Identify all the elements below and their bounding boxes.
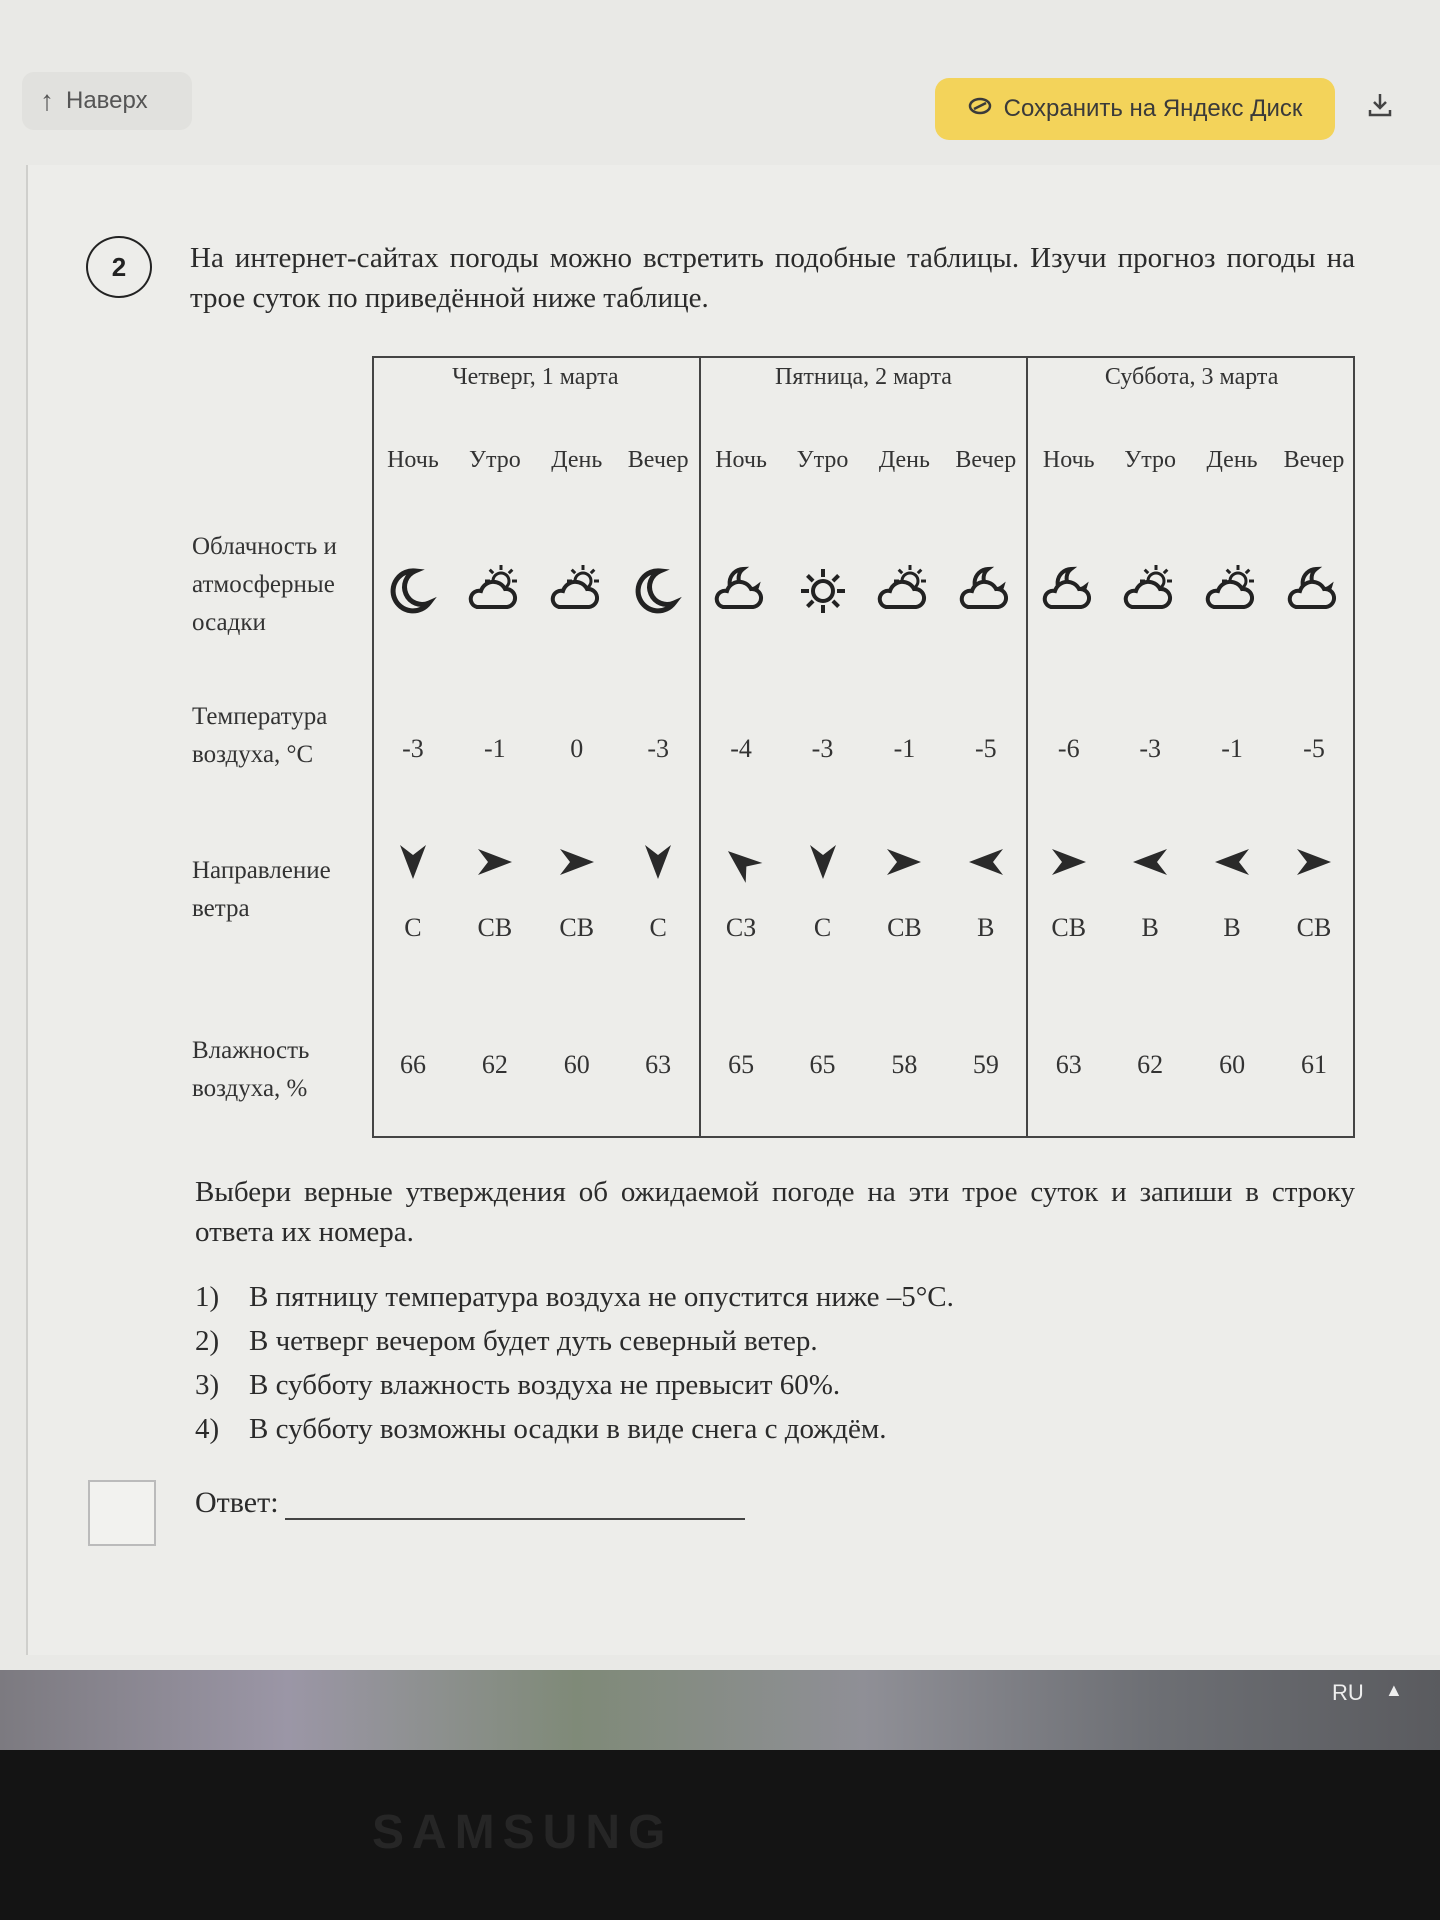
option-4: 4) В субботу возможны осадки в виде снега с дождём. [195, 1413, 887, 1445]
download-icon [1365, 90, 1395, 127]
cloudy-moon-icon [1028, 563, 1109, 619]
document-toolbar [0, 0, 1440, 150]
weather-icon [1273, 496, 1355, 688]
temperature-value: -3 [647, 734, 670, 764]
question-text: Выбери верные утверждения об ожидаемой погоде на эти трое суток и запиши в строку ответа их номера. [195, 1176, 1355, 1248]
day-header: Суббота, 3 марта [1027, 356, 1355, 426]
humidity-value: 63 [645, 1049, 672, 1079]
save-to-disk-label: Сохранить на Яндекс Диск [1003, 95, 1303, 122]
weather-icon [863, 496, 945, 688]
wind-arrow-icon [782, 839, 864, 885]
wind-direction: СВ [559, 912, 595, 942]
temperature-value: -1 [484, 734, 506, 764]
wind-arrow [454, 811, 536, 912]
wind-arrow [618, 811, 700, 912]
partly-cloudy-icon [1191, 563, 1273, 619]
temperature-value: -3 [402, 734, 424, 764]
weather-icon [1109, 496, 1191, 688]
temp-row [372, 687, 1355, 811]
temperature-value: -3 [1139, 734, 1161, 764]
answer-input-line [285, 1488, 745, 1520]
wind-direction: В [1223, 912, 1241, 942]
option-3: 3) В субботу влажность воздуха не превысит 60%. [195, 1369, 841, 1401]
partly-cloudy-icon [536, 563, 618, 619]
humidity-value: 66 [399, 1049, 426, 1079]
row-label-clouds: Облачность и атмосферные осадки [192, 533, 337, 636]
weather-icon [372, 496, 454, 688]
disk-icon [968, 95, 992, 123]
temperature-value: -1 [893, 734, 916, 764]
cloudy-moon-icon [1273, 563, 1355, 619]
weather-table [372, 356, 1355, 1138]
weather-icon [945, 496, 1027, 688]
save-to-disk-button[interactable] [935, 78, 1335, 140]
temperature-value: -3 [811, 734, 834, 764]
task-intro: На интернет-сайтах погоды можно встретить подобные таблицы. Изучи прогноз погоды на трое суток по приведённой ниже таблице. [190, 242, 1355, 314]
period-label: Вечер [1283, 447, 1345, 474]
row-label-temp: Температура воздуха, °С [192, 703, 328, 768]
humidity-value: 65 [809, 1049, 836, 1079]
period-label: Утро [468, 447, 521, 474]
wind-arrow-icon [1191, 839, 1273, 885]
humidity-row [372, 991, 1355, 1138]
period-label: День [878, 447, 930, 474]
period-row [372, 426, 1355, 496]
clouds-row [372, 496, 1355, 688]
humidity-value: 61 [1301, 1049, 1327, 1079]
wind-arrow-icon [945, 839, 1026, 885]
wind-arrow [700, 811, 782, 912]
day-header: Пятница, 2 марта [700, 356, 1028, 426]
option-1: 1) В пятницу температура воздуха не опустится ниже –5°С. [195, 1281, 954, 1313]
weather-icon [618, 496, 700, 688]
temperature-value: -1 [1221, 734, 1243, 764]
period-label: Ночь [700, 426, 782, 496]
wind-arrow [372, 811, 454, 912]
temperature-value: -6 [1027, 687, 1109, 811]
weather-icon [700, 496, 782, 688]
wind-direction: В [977, 912, 995, 942]
cloudy-moon-icon [701, 563, 782, 619]
humidity-value: 62 [1137, 1049, 1164, 1079]
day-header: Четверг, 1 марта [452, 364, 619, 390]
humidity-value: 63 [1027, 991, 1109, 1138]
wind-direction: С [813, 912, 832, 942]
wind-arrow [863, 811, 945, 912]
wind-arrow [1109, 811, 1191, 912]
humidity-value: 58 [891, 1049, 918, 1079]
task-number: 2 [86, 236, 152, 298]
answer-options [195, 1275, 1295, 1451]
period-label: Утро [796, 447, 849, 474]
wind-arrow [945, 811, 1027, 912]
temperature-value: -4 [700, 687, 782, 811]
wind-arrow-icon [701, 839, 782, 885]
wind-direction: СВ [1027, 913, 1109, 992]
wind-arrow [1273, 811, 1355, 912]
temperature-value: 0 [570, 734, 584, 764]
weather-icon [454, 496, 536, 688]
humidity-value: 60 [1219, 1049, 1246, 1079]
day-header-row [372, 356, 1355, 426]
wind-direction: СВ [887, 912, 922, 942]
scroll-top-button[interactable] [22, 72, 192, 130]
wind-direction: СВ [1296, 912, 1332, 942]
wind-direction: В [1141, 912, 1159, 942]
period-label: День [1206, 447, 1258, 474]
wind-dir-row [372, 913, 1355, 992]
weather-icon [782, 496, 864, 688]
row-label-wind: Направление ветра [192, 857, 331, 922]
humidity-value: 62 [481, 1049, 508, 1079]
arrow-up-icon: ↑ [40, 85, 54, 116]
weather-icon [1191, 496, 1273, 688]
partly-cloudy-icon [454, 563, 536, 619]
moon-icon [618, 563, 699, 619]
scroll-top-label: Наверх [66, 87, 148, 114]
row-label-humidity: Влажность воздуха, % [192, 1037, 310, 1102]
monitor-bezel [0, 1750, 1440, 1920]
wind-arrow [536, 811, 618, 912]
wind-arrow-icon [863, 839, 945, 885]
wind-arrow-icon [618, 839, 699, 885]
answer-score-box [88, 1480, 156, 1546]
option-2: 2) В четверг вечером будет дуть северный ветер. [195, 1325, 818, 1357]
wind-arrow-icon [1273, 839, 1355, 885]
wind-arrow [782, 811, 864, 912]
answer-label: Ответ: [195, 1486, 279, 1519]
partly-cloudy-icon [1109, 563, 1191, 619]
wind-direction: С [649, 912, 667, 942]
cloudy-moon-icon [945, 563, 1026, 619]
wind-arrow-icon [372, 839, 454, 885]
period-label: Ночь [1027, 426, 1109, 496]
wind-arrow [1027, 811, 1109, 912]
wind-arrow-icon [1109, 839, 1191, 885]
period-label: Вечер [627, 447, 689, 474]
taskbar [0, 1670, 1440, 1750]
wind-arrow [1191, 811, 1273, 912]
wind-direction: СВ [477, 912, 513, 942]
humidity-value: 65 [700, 991, 782, 1138]
tray-expand-icon[interactable]: ▲ [1385, 1680, 1403, 1700]
humidity-value: 60 [563, 1049, 590, 1079]
download-button[interactable] [1360, 88, 1400, 128]
wind-arrow-icon [1028, 839, 1109, 885]
partly-cloudy-icon [863, 563, 945, 619]
weather-icon [1027, 496, 1109, 688]
wind-direction: С [404, 912, 422, 942]
wind-arrow-icon [454, 839, 536, 885]
wind-direction: СЗ [700, 913, 782, 992]
humidity-value: 59 [972, 1049, 999, 1079]
period-label: День [551, 447, 603, 474]
period-label: Утро [1124, 447, 1177, 474]
temperature-value: -5 [974, 734, 997, 764]
wind-arrow-icon [536, 839, 618, 885]
wind-arrow-row [372, 811, 1355, 912]
temperature-value: -5 [1303, 734, 1325, 764]
language-indicator[interactable]: RU [1332, 1680, 1364, 1705]
sun-icon [782, 563, 864, 619]
period-label: Ночь [387, 447, 439, 474]
moon-icon [372, 563, 454, 619]
period-label: Вечер [955, 447, 1017, 474]
answer-line [195, 1486, 745, 1520]
monitor-brand: SAMSUNG [372, 1806, 674, 1859]
weather-icon [536, 496, 618, 688]
